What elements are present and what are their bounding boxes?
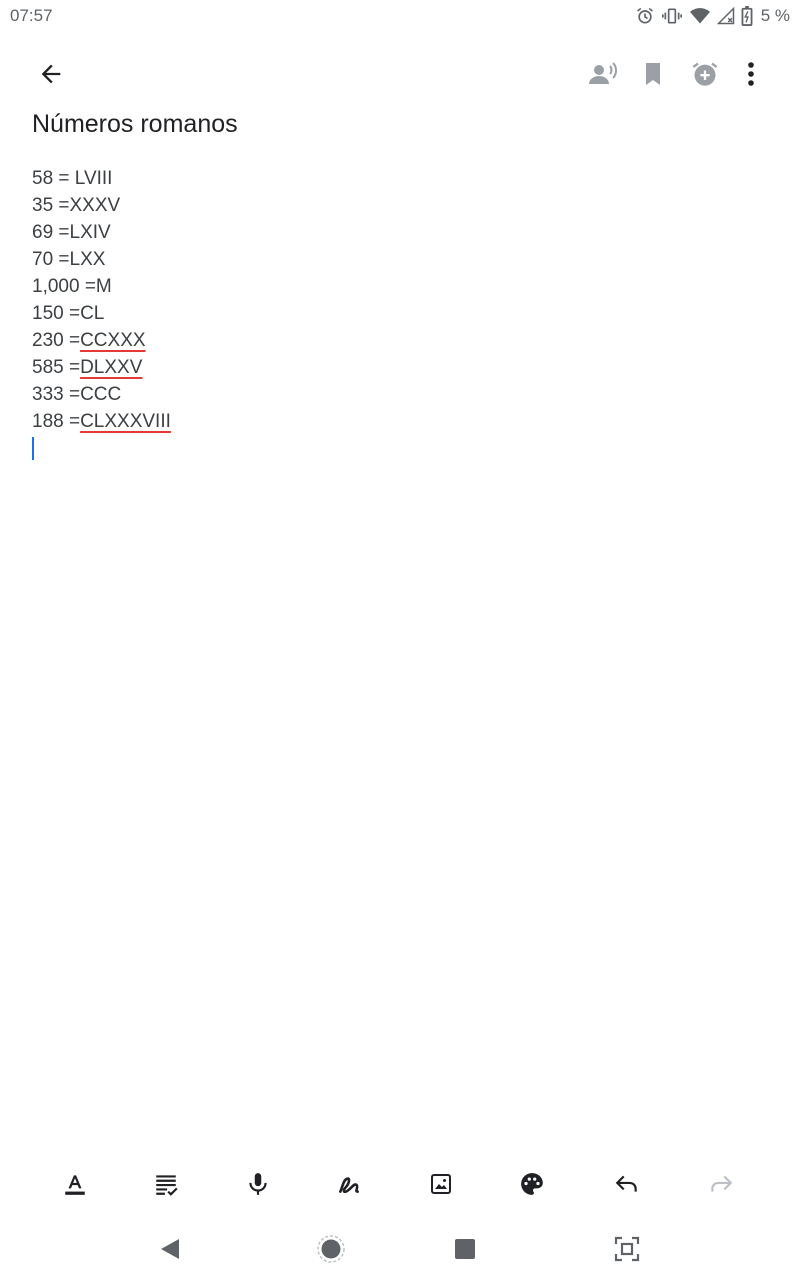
note-line: 188 =CLXXXVIII: [32, 411, 171, 432]
alarm-icon: [635, 6, 655, 26]
text-format-button[interactable]: [55, 1166, 95, 1206]
text-format-icon: [62, 1171, 88, 1202]
note-title[interactable]: Números romanos: [32, 110, 238, 138]
status-time: 07:57: [10, 6, 53, 25]
checklist-button[interactable]: [146, 1166, 186, 1206]
screenshot-icon: [614, 1236, 640, 1267]
note-line: 150 =CL: [32, 303, 105, 324]
palette-button[interactable]: [512, 1166, 552, 1206]
reminder-button[interactable]: [685, 54, 725, 94]
nav-back-button[interactable]: [148, 1229, 192, 1273]
microphone-icon: [245, 1171, 271, 1202]
image-icon: [429, 1172, 453, 1201]
undo-button[interactable]: [607, 1166, 647, 1206]
note-line: 69 =LXIV: [32, 222, 111, 243]
drawing-button[interactable]: [329, 1166, 369, 1206]
note-line: 585 =DLXXV: [32, 357, 143, 378]
more-options-icon: [747, 61, 755, 87]
status-icons: [635, 5, 790, 27]
back-arrow-icon: [37, 60, 65, 88]
back-button[interactable]: [31, 54, 71, 94]
checklist-icon: [153, 1171, 179, 1202]
note-line: 333 =CCC: [32, 384, 122, 405]
wifi-icon: [689, 6, 711, 26]
more-options-button[interactable]: [731, 54, 771, 94]
nav-home-button[interactable]: [309, 1229, 353, 1273]
pin-button[interactable]: [633, 54, 673, 94]
misspelled-word: CCXXX: [80, 330, 146, 351]
undo-icon: [614, 1171, 640, 1202]
drawing-icon: [336, 1171, 362, 1202]
editor-toolbar: [0, 1162, 800, 1210]
microphone-button[interactable]: [238, 1166, 278, 1206]
note-body[interactable]: [32, 165, 752, 460]
note-top-bar: [0, 48, 800, 104]
redo-icon: [708, 1171, 734, 1202]
battery-charging-icon: [741, 6, 753, 26]
vibrate-icon: [661, 6, 683, 26]
note-line: 1,000 =M: [32, 276, 112, 297]
note-line: 35 =XXXV: [32, 195, 121, 216]
text-cursor: [32, 437, 34, 460]
nav-back-icon: [159, 1237, 181, 1266]
misspelled-word: DLXXV: [80, 357, 143, 378]
no-signal-icon: [717, 6, 735, 26]
screenshot-button[interactable]: [605, 1229, 649, 1273]
note-line: 70 =LXX: [32, 249, 106, 270]
collaborator-icon: [588, 60, 618, 88]
palette-icon: [519, 1171, 545, 1202]
collaborator-button[interactable]: [583, 54, 623, 94]
reminder-icon: [691, 60, 719, 88]
nav-recents-icon: [454, 1238, 476, 1265]
nav-home-icon: [316, 1234, 346, 1269]
system-nav-bar: [0, 1225, 800, 1273]
note-line: 230 =CCXXX: [32, 330, 146, 351]
redo-button[interactable]: [701, 1166, 741, 1206]
note-line: 58 = LVIII: [32, 168, 113, 189]
misspelled-word: CLXXXVIII: [80, 411, 171, 432]
pin-icon: [641, 61, 665, 87]
status-bar: [0, 0, 800, 32]
battery-percent: 5 %: [760, 6, 790, 25]
nav-recents-button[interactable]: [443, 1229, 487, 1273]
image-button[interactable]: [421, 1166, 461, 1206]
